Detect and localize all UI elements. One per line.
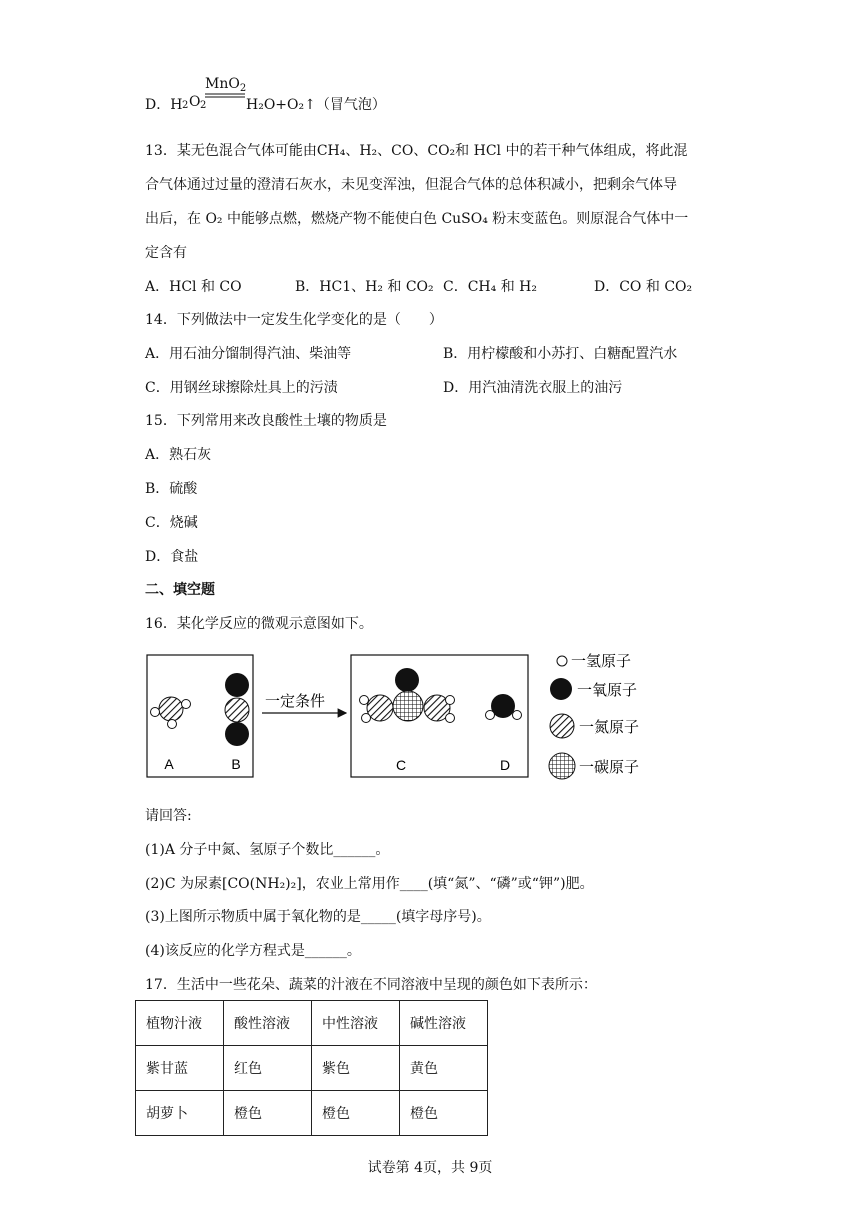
molecule-a [151,697,191,729]
q13-option-a: A．HCl 和 CO [145,279,242,295]
reaction-diagram [0,648,860,788]
q16-sub-3: (3)上图所示物质中属于氧化物的是_____(填字母序号)。 [145,909,491,925]
q15-option-a: A．熟石灰 [145,447,212,463]
q14-stem: 14．下列做法中一定发生化学变化的是（ ） [145,312,443,328]
table-row [136,1046,488,1091]
q13-line-1: 13．某无色混合气体可能由CH₄、H₂、CO、CO₂和 HCl 中的若干种气体组成，将此混 [145,143,688,159]
legend-nitrogen-symbol [550,714,574,738]
q15-option-b: B．硫酸 [145,481,198,497]
q15-option-d: D．食盐 [145,549,199,565]
table-cell: 植物汁液 [136,1001,224,1046]
label-a: A [164,756,174,772]
table-cell: 碱性溶液 [400,1001,488,1046]
legend-oxygen-symbol [550,678,572,700]
legend-hydrogen: 一氢原子 [571,652,632,670]
table-cell: 橙色 [224,1091,312,1136]
table-cell: 酸性溶液 [224,1001,312,1046]
q16-sub-2: (2)C 为尿素[CO(NH₂)₂]，农业上常用作____(填“氮”、“磷”或“钾”)肥。 [145,876,594,892]
molecule-b [225,673,249,746]
q16-sub-1: (1)A 分子中氮、氢原子个数比______。 [145,842,390,858]
q14-option-a: A．用石油分馏制得汽油、柴油等 [145,346,352,362]
table-cell: 红色 [224,1046,312,1091]
q12-h2o2-subscript: 2 [182,100,189,111]
label-b: B [231,756,241,772]
q15-stem: 15．下列常用来改良酸性土壤的物质是 [145,413,387,429]
q14-option-d: D．用汽油清洗衣服上的油污 [443,380,623,396]
q15-option-c: C．烧碱 [145,515,198,531]
legend-carbon: 一碳原子 [579,758,640,776]
q12-products: H₂O+O₂↑（冒气泡） [246,97,386,113]
q12-double-line [205,92,245,100]
legend-hydrogen-symbol [557,656,567,666]
q13-option-d: D．CO 和 CO₂ [594,279,693,295]
q13-option-c: C．CH₄ 和 H₂ [443,279,537,295]
table-cell: 中性溶液 [312,1001,400,1046]
molecule-c [360,668,455,723]
q13-line-4: 定含有 [145,245,187,261]
legend [549,652,639,779]
label-d: D [499,757,511,773]
q17-stem: 17．生活中一些花朵、蔬菜的汁液在不同溶液中呈现的颜色如下表所示： [145,977,597,993]
table-cell: 黄色 [400,1046,488,1091]
q12-o-letter: O [189,94,201,110]
table-cell: 紫甘蓝 [136,1046,224,1091]
q12-option-d [145,76,445,116]
section-heading: 二、填空题 [145,582,215,598]
molecule-d [486,694,522,720]
table-header-row [136,1001,488,1046]
q16-sub-4: (4)该反应的化学方程式是______。 [145,943,361,959]
legend-carbon-symbol [549,753,575,779]
q13-line-2: 合气体通过过量的澄清石灰水，未见变浑浊，但混合气体的总体积减小，把剩余气体导 [145,177,677,193]
table-cell: 胡萝卜 [136,1091,224,1136]
q16-stem: 16．某化学反应的微观示意图如下。 [145,616,373,632]
label-c: C [395,757,407,773]
table-cell: 橙色 [400,1091,488,1136]
q13-line-3: 出后，在 O₂ 中能够点燃，燃烧产物不能使白色 CuSO₄ 粉末变蓝色。则原混合气体中一 [145,211,689,227]
q12-option-d-prefix: D．H [145,97,183,113]
q14-option-c: C．用钢丝球擦除灶具上的污渍 [145,380,338,396]
table-cell: 紫色 [312,1046,400,1091]
legend-oxygen: 一氧原子 [577,681,638,699]
q12-o2-subscript: 2 [200,100,207,111]
q13-option-b: B．HC1、H₂ 和 CO₂ [295,279,434,295]
table-row [136,1091,488,1136]
page-footer: 试卷第 4页，共 9页 [367,1160,493,1176]
q16-prompt: 请回答: [145,808,192,824]
reaction-condition: 一定条件 [264,692,326,710]
legend-nitrogen: 一氮原子 [579,718,640,736]
q14-option-b: B．用柠檬酸和小苏打、白糖配置汽水 [443,346,678,362]
q12-catalyst: MnO$_2$ [205,76,247,94]
table-cell: 橙色 [312,1091,400,1136]
juice-color-table [135,1000,488,1136]
